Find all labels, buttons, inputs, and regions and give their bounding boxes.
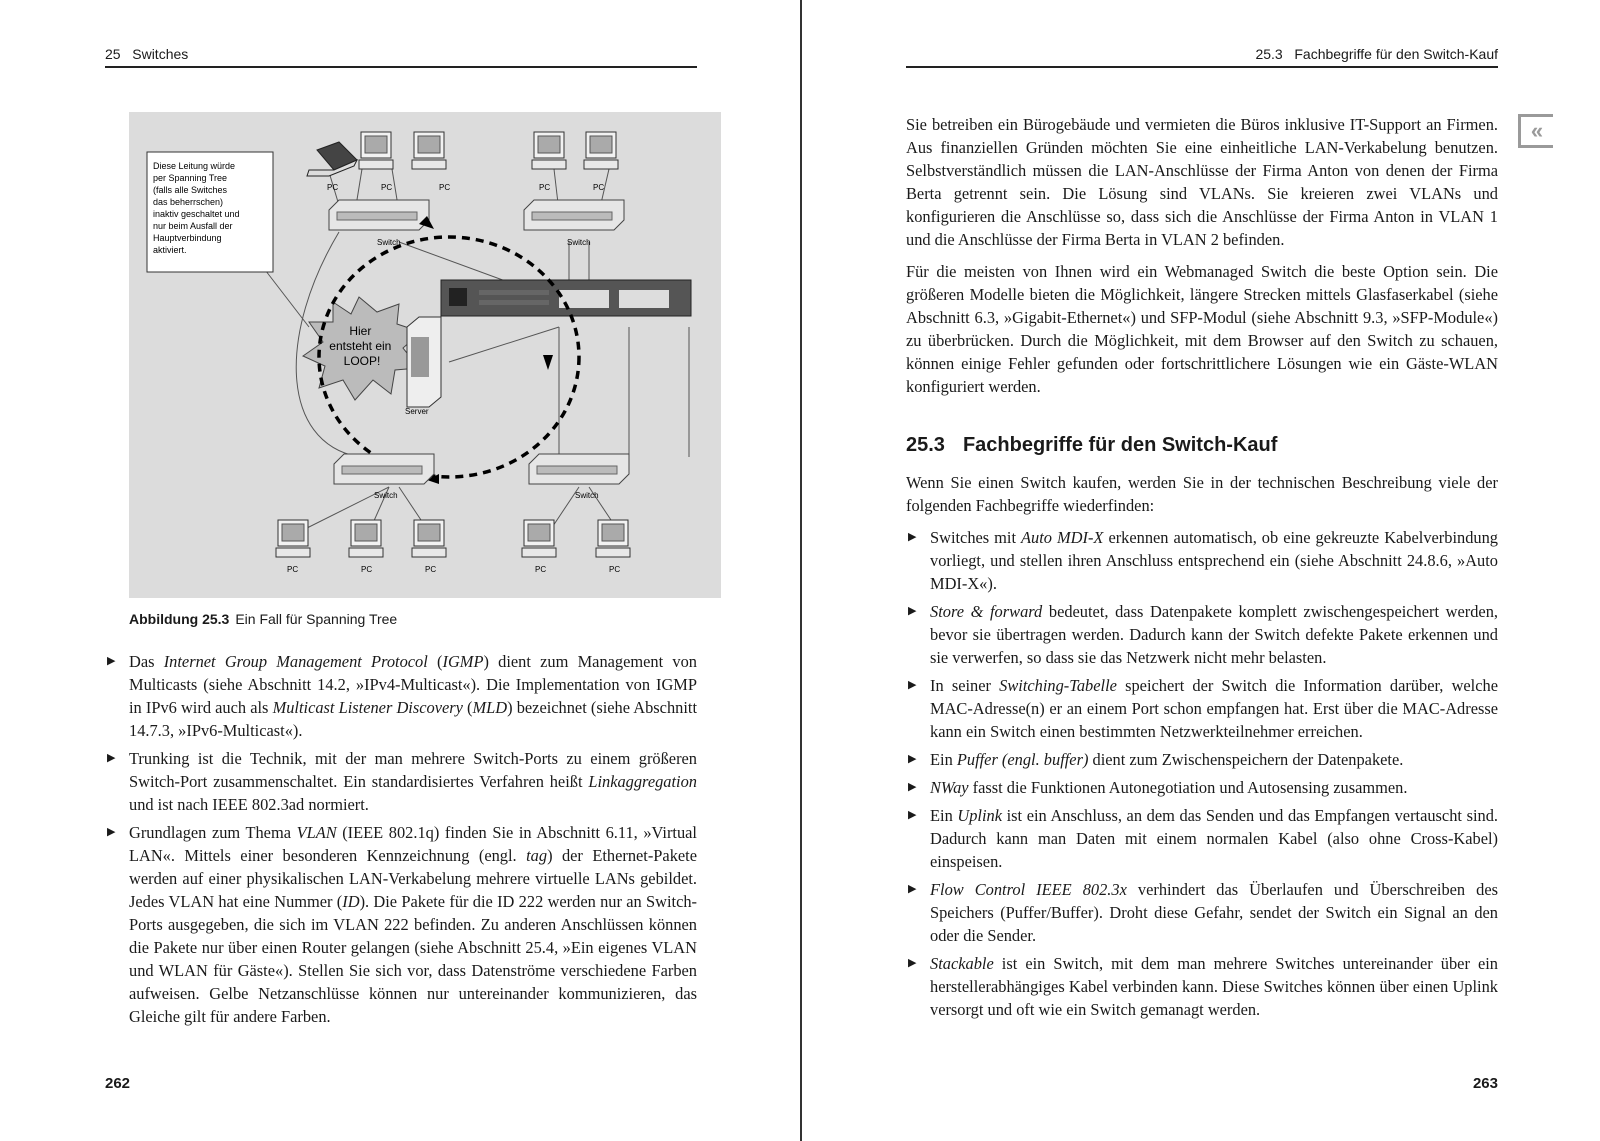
figure-caption [129,611,397,627]
left-bullet-list [105,650,697,1028]
list-item-text: Ein Puffer (engl. buffer) dient zum Zwischenspeichern der Datenpakete. [930,750,1404,769]
list-item [906,878,1498,947]
list-item-text: Switches mit Auto MDI-X erkennen automatisch, ob eine gekreuzte Kabelverbindung vorliegt, und stellen ihren Anschluss entsprechend ein (siehe Abschnitt 24.8.6, »Auto MDI-X«). [930,528,1498,593]
callout-line: (falls alle Switches [153,185,228,195]
section-heading [906,434,1498,457]
burst-line: entsteht ein [329,339,392,353]
svg-text:PC: PC [381,183,393,192]
list-item [906,600,1498,669]
bullet-icon: ▶ [908,753,917,765]
svg-text:PC: PC [439,183,451,192]
bullet-icon: ▶ [107,752,116,764]
switch-label: Switch [567,238,591,247]
svg-text:PC: PC [609,565,621,574]
svg-text:PC: PC [535,565,547,574]
section-heading-title: Fachbegriffe für den Switch-Kauf [962,434,1278,456]
list-item-text: Trunking ist die Technik, mit der man mehrere Switch-Ports zu einem größeren Switch-Port zusammenschaltet. Ein standardisiertes Verfahren heißt Linkaggregation und ist nach IEEE 802.3ad normiert. [129,749,697,814]
right-page [800,0,1600,1141]
list-item [906,674,1498,743]
list-item-text: Store & forward bedeutet, dass Datenpakete komplett zwischengespeichert werden, bevor sie übertragen werden. Dadurch kann der Switch defekte Pakete erkennen und sie verwerfen, so dass sie das Netzwerk nicht mehr belasten. [930,602,1498,667]
running-head [105,46,697,68]
callout-box [147,152,273,272]
bullet-icon: ▶ [908,679,917,691]
list-item [906,952,1498,1021]
section-heading-number: 25.3 [906,434,945,456]
publisher-logo-icon: « [1518,114,1553,148]
left-body [105,650,697,1033]
bullet-icon: ▶ [908,809,917,821]
list-item-text: Flow Control IEEE 802.3x verhindert das Überlaufen und Überschreiben des Speichers (Puffer/Buffer). Droht diese Gefahr, sendet der Switch ein Signal an den oder die Sender. [930,880,1499,945]
spanning-tree-diagram [129,112,721,598]
callout-line: per Spanning Tree [153,173,228,183]
chapter-number: 25 [105,46,121,62]
list-item [906,748,1498,771]
paragraph: Für die meisten von Ihnen wird ein Webmanaged Switch die beste Option sein. Die größeren Modelle bieten die Möglichkeit, längere Strecken mittels Glasfaserkabel (siehe Abschnitt 6.3, »Gigabit-Ethernet«) und SFP-Modul (siehe Abschnitt 9.3, »SFP-Module«) zu überbrücken. Durch die Möglichkeit, mit dem Browser auf den Switch zu schauen, können einige Fehler gefunden oder fortschrittlichere Lösungen wie ein Gäste-WLAN konfiguriert werden. [906,262,1498,396]
bullet-icon: ▶ [908,531,917,543]
page-number: 262 [105,1075,131,1092]
burst-line: LOOP! [343,354,381,368]
switch-label: Switch [575,491,599,500]
main-switch-icon [441,280,691,316]
paragraph: Sie betreiben ein Bürogebäude und vermieten die Büros inklusive IT-Support an Firmen. Aus finanziellen Gründen möchten Sie eine einheitliche LAN-Verkabelung benutzen. Selbstverständlich müssen die LAN-Anschlüsse der Firma Anton von denen der Firma Berta getrennt sein. Die Lösung sind VLANs. Sie kreieren zwei VLANs und konfigurieren die Anschlüsse so, dass sich die Anschlüsse der Firma Anton in VLAN 1 und die Anschlüsse der Firma Berta in VLAN 2 befinden. [906,115,1498,249]
svg-text:PC: PC [593,183,605,192]
running-head [906,46,1498,68]
list-item-text: Grundlagen zum Thema VLAN (IEEE 802.1q) finden Sie in Abschnitt 6.11, »Virtual LAN«. Mittels einer besonderen Kennzeichnung (engl. tag) der Ethernet-Pakete werden auf einer physikalischen LAN-Verkabelung mehrere virtuelle LANs gebildet. Jedes VLAN hat eine Nummer (ID). Die Pakete für die ID 222 werden nur an Switch-Ports ausgegeben, die sich im VLAN 222 befinden. Zu anderen Anschlüssen können die Pakete nur über einen Router gelangen (siehe Abschnitt 25.4, »Ein eigenes VLAN und WLAN für Gäste«). Stellen Sie sich vor, dass Datenströme verschiedene Farben aufweisen. Gelbe Netzanschlüsse können nur untereinander kommunizieren, das Gleiche gilt für andere Farben. [129,823,697,1026]
list-item [906,776,1498,799]
callout-line: Diese Leitung würde [153,161,236,171]
section-number: 25.3 [1255,46,1283,62]
list-item [105,821,697,1028]
callout-line: inaktiv geschaltet und [153,209,240,219]
list-item-text: In seiner Switching-Tabelle speichert der Switch die Information darüber, welche MAC-Adresse(n) er an einem Port schon empfangen hat. Erst über die MAC-Adresse kann ein Switch einen bestimmten Netzwerkteilnehmer erreichen. [930,676,1498,741]
chapter-title: Switches [132,46,189,62]
list-item [906,804,1498,873]
bullet-icon: ▶ [107,655,116,667]
list-item [105,650,697,742]
list-item [906,526,1498,595]
bullet-icon: ▶ [908,957,917,969]
right-body [906,113,1498,1026]
caption-label: Abbildung 25.3 [129,611,230,627]
list-item-text: Ein Uplink ist ein Anschluss, an dem das Senden und das Empfangen vertauscht sind. Dadurch kann man Daten mit einem normalen Kabel (also ohne Cross-Kabel) einspeisen. [930,806,1498,871]
burst-line: Hier [349,324,372,338]
bullet-icon: ▶ [107,826,116,838]
bullet-icon: ▶ [908,605,917,617]
switch-label: Switch [377,238,401,247]
list-item-text: Das Internet Group Management Protocol (IGMP) dient zum Management von Multicasts (siehe Abschnitt 14.2, »IPv4-Multicast«). Die Implementation von IGMP in IPv6 wird auch als Multicast Listener Discovery (MLD) bezeichnet (siehe Abschnitt 14.7.3, »IPv6-Multicast«). [129,652,697,740]
list-item [105,747,697,816]
callout-line: das beherrschen) [153,197,224,207]
svg-text:PC: PC [361,565,373,574]
network-figure [129,112,721,598]
switch-label: Switch [374,491,398,500]
list-item-text: NWay fasst die Funktionen Autonegotiation und Autosensing zusammen. [930,778,1408,797]
right-bullet-list [906,526,1498,1021]
server-icon [407,317,441,407]
callout-line: Hauptverbindung [153,233,222,243]
svg-text:PC: PC [539,183,551,192]
bullet-icon: ▶ [908,781,917,793]
callout-line: nur beim Ausfall der [153,221,233,231]
svg-text:PC: PC [327,183,339,192]
section-title: Fachbegriffe für den Switch-Kauf [1294,46,1498,62]
callout-line: aktiviert. [153,245,187,255]
server-label: Server [405,407,429,416]
laptop-icon [307,142,357,176]
svg-text:PC: PC [425,565,437,574]
bullet-icon: ▶ [908,883,917,895]
list-item-text: Stackable ist ein Switch, mit dem man mehrere Switches untereinander über ein herstellerabhängiges Kabel verbinden kann. Diese Switches können über einen Uplink versorgt und oft wie ein Switch gemanagt werden. [930,954,1498,1019]
page-number: 263 [1472,1075,1498,1092]
svg-text:PC: PC [287,565,299,574]
intro-paragraph: Wenn Sie einen Switch kaufen, werden Sie in der technischen Beschreibung viele der folgenden Fachbegriffe wiederfinden: [906,473,1498,515]
caption-text: Ein Fall für Spanning Tree [235,611,398,627]
